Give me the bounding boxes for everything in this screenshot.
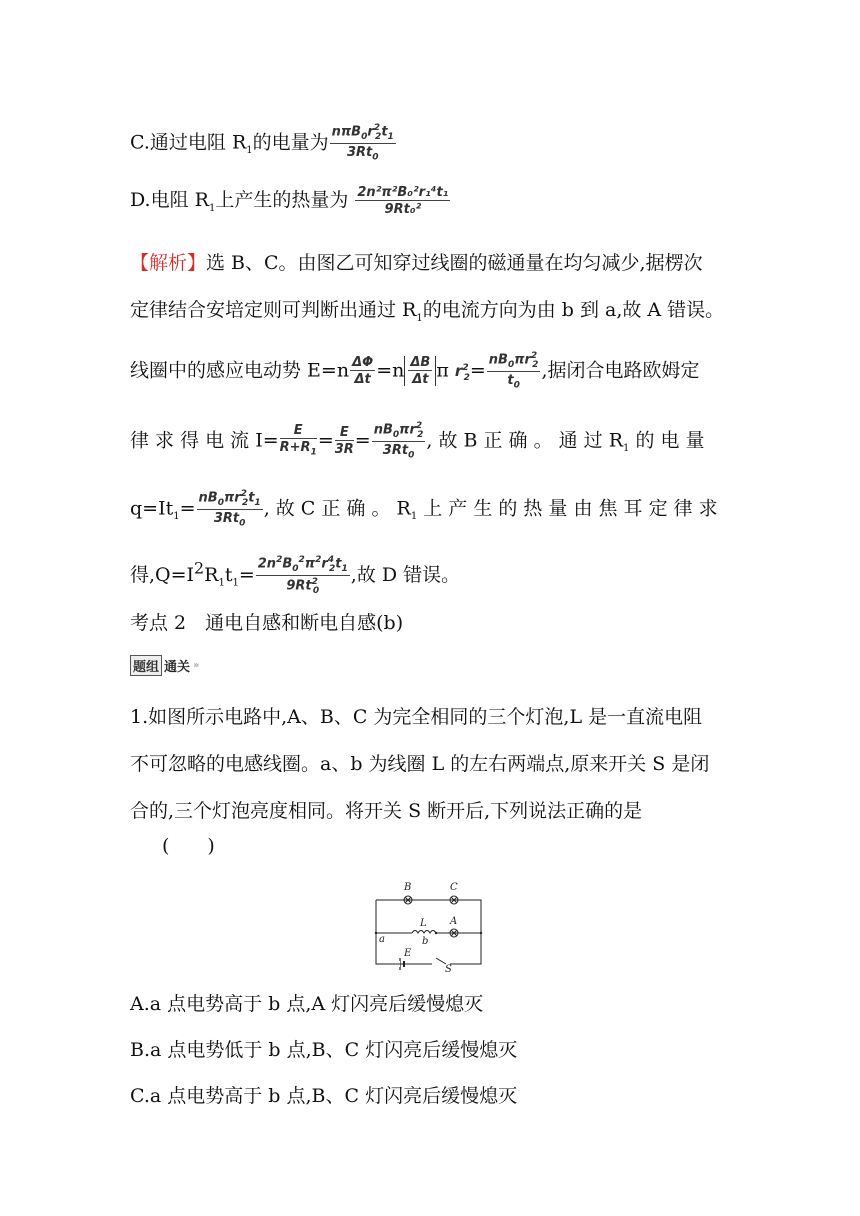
subscript: 1: [246, 145, 253, 157]
analysis-line-1: 【解析】选 B、C。由图乙可知穿过线圈的磁通量在均匀减少,据楞次: [130, 252, 703, 274]
label-l: L: [420, 918, 427, 929]
analysis-line-5: $q=It_1=$ $\frac{nB_0\pi r^2_2t_1}{3Rt_0}$ , 故 C 正 确 。 $R_1$ 上 产 生 的 热 量 由 焦 耳 定 律 求: [130, 489, 718, 529]
option-d-formula-line: [130, 186, 451, 216]
option-c-text2: 的电量为: [252, 131, 329, 154]
option-c-text: C.通过电阻 R: [130, 131, 247, 154]
option-d-text: D.电阻 R: [130, 189, 209, 211]
subscript: 1: [208, 202, 216, 214]
answer-paren: ( ): [162, 835, 215, 857]
section-title: 考点 2 通电自感和断电自感(b): [130, 612, 404, 634]
analysis-line-6: 得$,Q=I^2R_1t_1=$ $\frac{2n^2B_0^2\pi^2r^4_2t_1}{9Rt^2_0}$ ,故 D 错误。: [130, 555, 461, 596]
analysis-line-3: 线圈中的感应电动势 E=n $\frac{\Delta\Phi}{\Delta t}$ =n $\frac{\Delta B}{\Delta t}$ π $r^2_2=$ $\frac{nB_0\pi r^2_2}{t_0}$ ,据闭合电路欧姆定: [130, 351, 700, 391]
delta-phi-fraction: $\frac{\Delta\Phi}{\Delta t}$: [352, 355, 374, 388]
option-c: C.a 点电势高于 b 点,B、C 灯闪亮后缓慢熄灭: [130, 1085, 518, 1107]
analysis-label: 【解析】: [130, 252, 207, 274]
question-1-line-2: 不可忽略的电感线圈。a、b 为线圈 L 的左右两端点,原来开关 S 是闭: [130, 753, 710, 775]
analysis-line-2: 定律结合安培定则可判断出通过 $R_1$的电流方向为由 b 到 a,故 A 错误。: [130, 299, 725, 324]
option-c-formula-line: [130, 124, 397, 163]
charge-fraction: $\frac{nB_0\pi r^2_2t_1}{3Rt_0}$: [198, 489, 261, 529]
chevron-right-icon: »: [193, 659, 200, 671]
label-s: S: [445, 964, 452, 972]
group-tag: [130, 656, 200, 674]
option-d-fraction: $\frac{\text{2n²π²B₀²r₁⁴t₁}}{\text{9Rt₀²}}$: [357, 185, 449, 217]
option-d-text2: 上产生的热量为: [215, 189, 349, 211]
label-b-point: b: [422, 936, 429, 947]
question-1-line-3: 合的,三个灯泡亮度相同。将开关 S 断开后,下列说法正确的是: [130, 800, 643, 822]
analysis-line-4: 律 求 得 电 流 I= $\frac{E}{R+R_1}$ = $\frac{E}{3R}$ = $\frac{nB_0\pi r^2_2}{3Rt_0}$ , 故 B 正 确 。 通 过 $R_1$ 的 电 量: [130, 421, 705, 461]
current-fraction-2: $\frac{E}{3R}$: [334, 425, 354, 458]
heat-fraction: $\frac{2n^2B_0^2\pi^2r^4_2t_1}{9Rt^2_0}$: [257, 555, 348, 596]
circuit-diagram: [372, 876, 488, 972]
label-b-lamp: B: [404, 882, 412, 893]
label-e: E: [404, 948, 412, 959]
label-a-point: a: [379, 934, 385, 945]
tag-text: 通关: [164, 659, 191, 675]
label-c-lamp: C: [450, 882, 458, 893]
tag-box: 题组: [130, 655, 162, 676]
option-b: B.a 点电势低于 b 点,B、C 灯闪亮后缓慢熄灭: [130, 1039, 518, 1061]
option-c-fraction: $\frac{n\pi B_0r^2_2t_1}{3Rt_0}$: [331, 123, 394, 163]
question-1-line-1: 1.如图所示电路中,A、B、C 为完全相同的三个灯泡,L 是一直流电阻: [130, 706, 703, 728]
option-a: A.a 点电势高于 b 点,A 灯闪亮后缓慢熄灭: [130, 993, 484, 1015]
label-a-lamp: A: [450, 916, 458, 927]
current-fraction-3: $\frac{nB_0\pi r^2_2}{3Rt_0}$: [373, 421, 424, 461]
current-fraction-1: $\frac{E}{R+R_1}$: [279, 423, 317, 459]
emf-fraction: $\frac{nB_0\pi r^2_2}{t_0}$: [488, 351, 539, 391]
